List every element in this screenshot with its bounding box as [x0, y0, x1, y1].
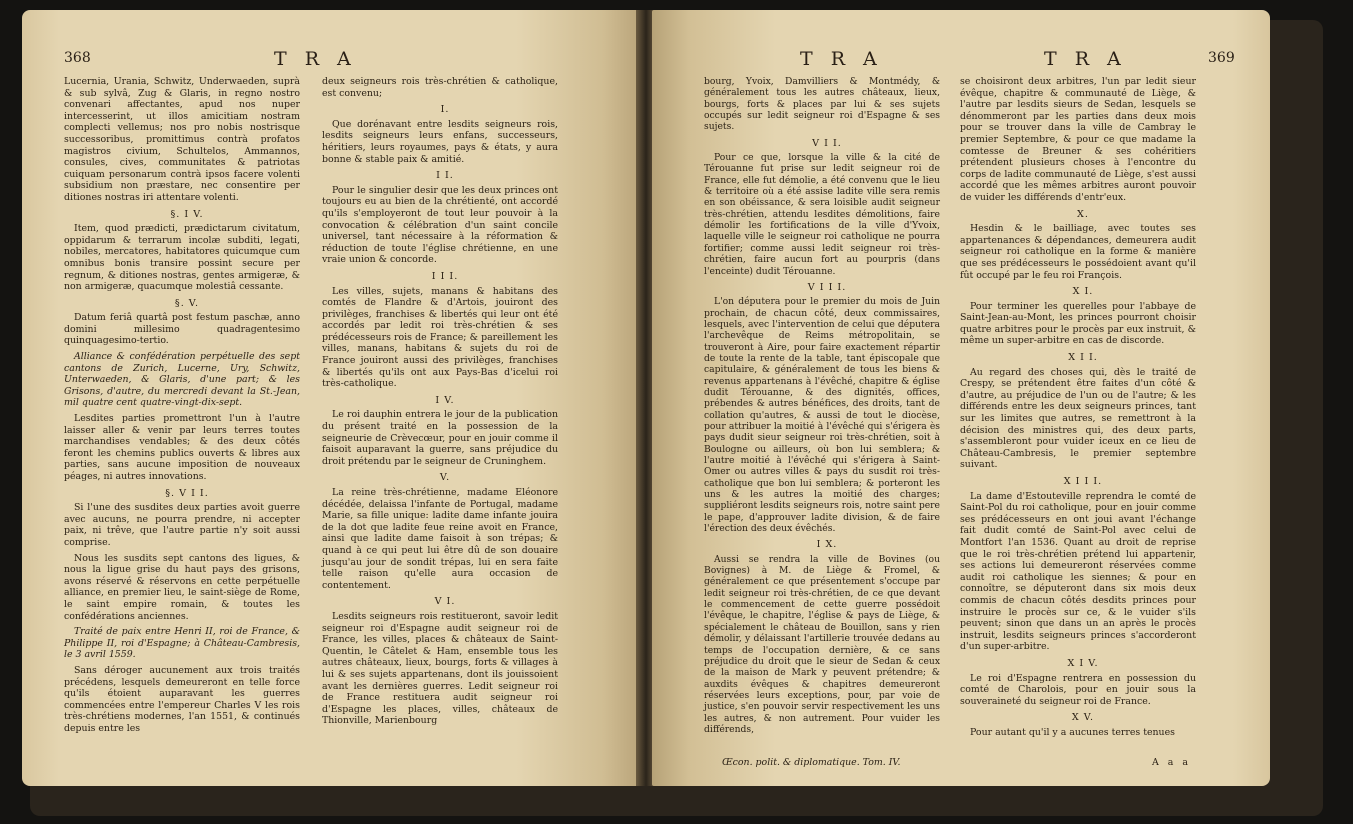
paragraph: Nous les susdits sept cantons des ligues, & nous la ligue grise du haut pays des grisons, avons réservé & réservons en cette perpétuelle alliance, en premier lieu, le saint-siège de Rome, le saint empire romain, & toutes les confédérations anciennes.	[64, 552, 300, 622]
paragraph: Aussi se rendra la ville de Bovines (ou Bovignes) à M. de Liège & Fromel, & généralement ce que présentement s'occupe par ledit seigneur roi très-chrétien, de ce que devant le commencement de cette guerre possédoit l'évêque, le chapitre, l'église & pays de Liège, & spécialement le château de Bouillon, sans y rien démolir, y délaissant l'artillerie trouvée dedans au temps de l'occupation dernière, & ce sans préjudice du droit que le sieur de Sedan & ceux de la maison de Mark y peuvent prétendre; & auxdits évêques & chapitres demeureront réservées leurs exceptions, pour, par voie de justice, s'en pouvoir servir respectivement les uns les autres, & non autrement. Pour vuider les différends,	[704, 553, 940, 735]
paragraph: Item, quod prædicti, prædictarum civitatum, oppidarum & terrarum incolæ subditi, legati, nobiles, mercatores, habitatores quicumque cum omnibus bonis transire possint secure per regnum, & ditiones nostras, gentes armigeræ, & non armigeræ, quacumque molestiâ cessante.	[64, 223, 300, 293]
page-number-left: 368	[64, 50, 91, 66]
section-heading: §. V.	[174, 297, 200, 309]
paragraph: Pour terminer les querelles pour l'abbaye de Saint-Jean-au-Mont, les princes pourront choisir quatre arbitres pour le procès par eux instruit, & même un super-arbitre en cas de discorde.	[960, 300, 1196, 347]
section-heading: V I I.	[812, 137, 842, 149]
section-heading: I V.	[435, 394, 455, 406]
paragraph: Lesdites parties promettront l'un à l'autre laisser aller & venir par leurs terres toutes marchandises vendables; & des deux côtés feront les chemins publics ouverts & libres aux parties, sans aucune imposition de nouveaux péages, ni autres innovations.	[64, 413, 300, 482]
section-heading: §. V I I.	[165, 487, 209, 499]
section-heading: V I.	[434, 596, 456, 608]
paragraph: Pour ce que, lorsque la ville & la cité de Térouanne fut prise sur ledit seigneur roi de France, elle fut démolie, a été convenu que le lieu & territoire où a été assise ladite ville sera remis en son obéissance, & sera loisible audit seigneur très-chrétien, attendu lesdites démolitions, faire démolir les fortifications de la ville d'Yvoix, laquelle ville le seigneur roi catholique ne pourra fortifier; comme aussi ledit seigneur roi très-chrétien, faire aucun fort au pourpris (dans l'enceinte) dudit Térouanne.	[704, 152, 940, 277]
paragraph: Alliance & confédération perpétuelle des sept cantons de Zurich, Lucerne, Ury, Schwitz, Unterwaeden, & Glaris, d'une part; & les Grisons, d'autre, du mercredi devant la St.-Jean, mil quatre cent quatre-vingt-dix-sept.	[64, 351, 300, 409]
paragraph: Lesdits seigneurs rois restitueront, savoir ledit seigneur roi d'Espagne audit seigneur roi de France, les villes, places & châteaux de Saint-Quentin, le Câtelet & Ham, ensemble tous les autres châteaux, lieux, bourgs, forts & villages à lui & ses sujets appartenans, dont ils jouissoient avant les dernières guerres. Ledit seigneur roi de France restituera audit seigneur roi d'Espagne les places, villes, châteaux de Thionville, Marienbourg	[322, 610, 558, 727]
running-head-left: T R A	[274, 48, 357, 70]
paragraph: Datum feriâ quartâ post festum paschæ, anno domini millesimo quadragentesimo quinquagesimo-tertio.	[64, 312, 300, 347]
section-heading: I X.	[816, 539, 838, 551]
paragraph: deux seigneurs rois très-chrétien & catholique, est convenu;	[322, 76, 558, 99]
section-heading: V.	[439, 472, 451, 484]
paragraph: Le roi d'Espagne rentrera en possession du comté de Charolois, pour en jouir sous la souveraineté du seigneur roi de France.	[960, 672, 1196, 707]
footer-note: Œcon. polit. & diplomatique. Tom. IV.	[722, 757, 901, 768]
paragraph: L'on députera pour le premier du mois de Juin prochain, de chacun côté, deux commissaires, lesquels, avec l'intervention de celui que députera l'archevêque de Reims métropolitain, se trouveront à Aire, pour faire exactement répartir de toute la rente de la table, tant épiscopale que capitulaire, & généralement de tous les biens & revenus appartenans à l'évêché, chapitre & église dudit Térouanne, & des dignités, offices, prébendes & autres bénéfices, des droits, tant de collation qu'autres, & aussi de tout le diocèse, pour attribuer la moitié à l'évêché qui s'érigera ès pays dudit sieur seigneur roi très-chrétien, soit à Boulogne ou ailleurs, où bon lui semblera; & l'autre moitié à l'évêché qui s'érigera à Saint-Omer ou autres villes & pays du susdit roi très-catholique que bon lui semblera; & porteront les uns & les autres la moitié des charges; suppliéront lesdits seigneurs rois, notre saint pere le pape, d'approuver ladite division, & de faire l'érection des deux évêchés.	[704, 296, 940, 535]
section-heading: X I.	[1072, 286, 1094, 298]
section-heading: X.	[1077, 208, 1089, 220]
paragraph: Les villes, sujets, manans & habitans des comtés de Flandre & d'Artois, jouiront des privilèges, franchises & libertés qui leur ont été accordés par ledit roi très-chrétien & ses prédécesseurs rois de France; & pareillement les villes, manans, habitans & sujets du roi de France jouiront aussi des privilèges, franchises & libertés qu'ils ont aux Pays-Bas d'icelui roi très-catholique.	[322, 285, 558, 390]
section-heading: X I I.	[1068, 352, 1098, 364]
paragraph: Que dorénavant entre lesdits seigneurs rois, lesdits seigneurs leurs enfans, successeurs, héritiers, leurs royaumes, pays & états, y aura bonne & stable paix & amitié.	[322, 118, 558, 165]
left-column-1	[64, 76, 300, 738]
running-head-right: T R A	[800, 48, 883, 70]
section-heading: I I.	[436, 170, 454, 182]
paragraph: Pour autant qu'il y a aucunes terres tenues	[970, 726, 1175, 738]
right-column-2	[960, 76, 1196, 742]
running-head-right-2: T R A	[1044, 48, 1127, 70]
paragraph: Si l'une des susdites deux parties avoit guerre avec aucuns, ne pourra prendre, ni accepter paix, ni trêve, que l'autre partie n'y soit aussi comprise.	[64, 502, 300, 548]
left-page	[22, 10, 640, 786]
paragraph: Hesdin & le bailliage, avec toutes ses appartenances & dépendances, demeurera audit seigneur roi catholique en la forme & manière que ses prédécesseurs le possédoient avant qu'il fût occupé par le feu roi François.	[960, 223, 1196, 281]
section-heading: X I V.	[1067, 657, 1099, 669]
page-number-right: 369	[1208, 50, 1235, 66]
section-heading: I I I.	[431, 270, 459, 282]
paragraph: se choisiront deux arbitres, l'un par ledit sieur évêque, chapitre & communauté de Liège, & l'autre par lesdits sieurs de Sedan, lesquels se dénommeront par les parties dans deux mois pour se trouver dans la ville de Cambray le premier Septembre, & pour ce que madame la comtesse de Breuner & ses cohéritiers prétendent plusieurs choses à l'encontre du corps de ladite communauté de Liège, s'est aussi accordé que les mêmes arbitres auront pouvoir de vuider les différends d'entr'eux.	[960, 76, 1196, 203]
paragraph: bourg, Yvoix, Damvilliers & Montmédy, & généralement tous les autres châteaux, lieux, bourgs, forts & places par lui & ses sujets occupés sur ledit seigneur roi d'Espagne & ses sujets.	[704, 76, 940, 133]
section-heading: I.	[440, 104, 450, 116]
paragraph: La reine très-chrétienne, madame Eléonore décédée, delaissa l'infante de Portugal, madame Marie, sa fille unique: ladite dame infante jouira de la dot que ladite feue reine avoit en France, ainsi que ladite dame faisoit à son trépas; & quand à ce qui peut lui être dû de son douaire jusqu'au jour de sondit trépas, lui en sera faite telle raison qu'elle aura occasion de contentement.	[322, 487, 558, 591]
left-column-2	[322, 76, 558, 731]
signature-mark: A a a	[1152, 757, 1191, 768]
section-heading: X I I I.	[1063, 476, 1103, 487]
right-page	[652, 10, 1270, 786]
paragraph: La dame d'Estouteville reprendra le comté de Saint-Pol du roi catholique, pour en jouir comme ses prédécesseurs en ont joui avant l'échange fait dudit comté de Saint-Pol avec celui de Montfort l'an 1536. Quant au droit de reprise que le roi très-chrétien prétend lui appartenir, ses actions lui demeureront réservées comme audit roi catholique les siennes; & pour en connoître, se députeront dans six mois deux commis de chacun côtés desdits princes pour instruire le procès sur ce, & le vuider s'ils peuvent; sinon que dans un an après le procès instruit, lesdits seigneurs princes s'accorderont d'un super-arbitre.	[960, 490, 1196, 653]
paragraph: Le roi dauphin entrera le jour de la publication du présent traité en la possession de la seigneurie de Crèvecœur, pour en jouir comme il faisoit auparavant la guerre, sans préjudice du droit prétendu par le seigneur de Cruninghem.	[322, 409, 558, 467]
section-heading: V I I I.	[807, 281, 847, 293]
paragraph: Au regard des choses qui, dès le traité de Crespy, se prétendent être faites d'un côté & d'autre, au préjudice de l'un ou de l'autre; & les différends entre les deux seigneurs princes, tant sur les limites que autres, se remettront à la décision des ministres qui, des deux parts, s'assembleront pour vuider iceux en ce lieu de Château-Cambresis, le premier septembre suivant.	[960, 366, 1196, 471]
section-heading: §. I V.	[170, 208, 204, 220]
paragraph: Sans déroger aucunement aux trois traités précédens, lesquels demeureront en telle force qu'ils étoient auparavant les guerres commencées entre l'empereur Charles V les rois très-chrétiens modernes, l'an 1551, & continués depuis entre les	[64, 664, 300, 734]
right-column-1	[704, 76, 940, 739]
paragraph: Pour le singulier desir que les deux princes ont toujours eu au bien de la chrétienté, ont accordé qu'ils s'employeront de tout leur pouvoir à la convocation & célébration d'un saint concile universel, tant nécessaire à la réformation & réduction de toute l'église chrétienne, en une vraie union & concorde.	[322, 184, 558, 266]
paragraph: Traité de paix entre Henri II, roi de France, & Philippe II, roi d'Espagne; à Château-Cambresis, le 3 avril 1559.	[64, 626, 300, 661]
section-heading: X V.	[1071, 712, 1095, 724]
paragraph: Lucernia, Urania, Schwitz, Underwaeden, suprà & sub sylvâ, Zug & Glaris, in regno nostro convenari affectantes, apud nos nuper intercesserint, ut illos amicitiam nostram complecti vellemus; nos pro nobis nostrisque successoribus, promittimus contrà profatos magistros civium, Schultelos, Ammannos, consules, cives, communitates & patriotas cuiquam personarum contrà ipsos facere volenti subsidium non præstare, nec consentire per ditiones nostras iri attentare volenti.	[64, 76, 300, 203]
